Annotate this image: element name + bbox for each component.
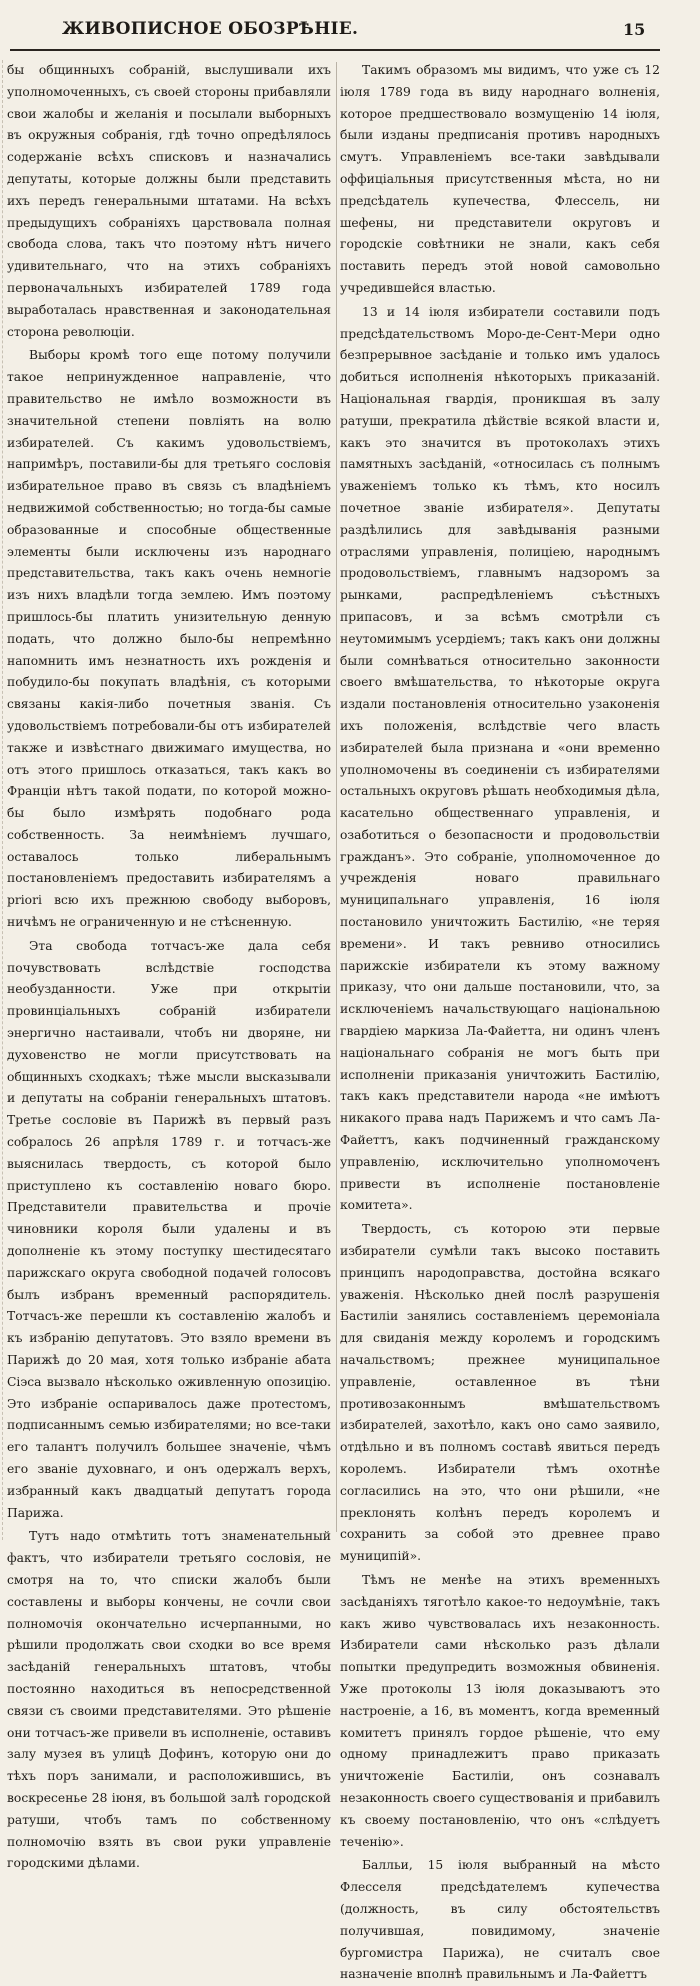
column-divider [336,62,337,1532]
paragraph: Такимъ образомъ мы видимъ, что уже съ 12 іюля 1789 года въ виду народнаго волненія, которое предшествовало возмущенію 14 іюля, были изданы предписанія противъ народныхъ смутъ. Управленіемъ все-таки завѣдывали оффиціальныя присутственныя мѣста, но ни предсѣдатель купечества, Флессель, ни шефены, ни представители округовъ и городскіе совѣтники не знали, какъ себя поставить передъ этой новой самовольно учредившейся властью. [340,63,660,295]
header-rule [10,49,660,51]
paragraph: Твердость, съ которою эти первые избиратели сумѣли такъ высоко поставить принципъ народоправства, достойна всякаго уваженія. Нѣсколько дней послѣ разрушенія Бастиліи занялись составленіемъ церемоніала для свиданія между королемъ и городскимъ начальствомъ; прежнее муниципальное управленіе, оставленное въ тѣни противозаконнымъ вмѣшательствомъ избирателей, захотѣло, какъ оно само заявило, отдѣльно и въ полномъ составѣ явиться передъ королемъ. Избиратели тѣмъ охотнѣе согласились на это, что они рѣшили, «не преклонять колѣнъ передъ королемъ и сохранить за собой это древнее право муниципій». [340,1222,660,1564]
right-column [340,60,660,1982]
page-number: 15 [623,20,646,39]
paragraph: Тутъ надо отмѣтить тотъ знаменательный фактъ, что избиратели третьяго сословія, не смотря на то, что списки жалобъ были составлены и выборы кончены, не сочли свои полномочія окончательно исчерпанными, но рѣшили продолжать свои сходки во все время засѣданій генеральныхъ штатовъ, чтобы постоянно находиться въ непосредственной связи съ своими представителями. Это рѣшеніе они тотчасъ-же привели въ исполненіе, оставивъ залу музея въ улицѣ Дофинъ, которую они до тѣхъ поръ занимали, и расположившись, въ воскресенье 28 іюня, въ большой залѣ городской ратуши, чтобъ тамъ по собственному полномочію взять въ свои руки управленіе городскими дѣлами. [7,1529,331,1871]
left-margin-binding [2,60,6,1540]
paragraph: Эта свобода тотчасъ-же дала себя почувствовать вслѣдствіе господства необузданности. Уже при открытіи провинціальныхъ собраній избиратели энергично настаивали, чтобъ ни дворяне, ни духовенство не могли присутствовать на общинныхъ сходкахъ; тѣже мысли высказывали и депутаты на собраніи генеральныхъ штатовъ. Третье сословіе въ Парижѣ въ первый разъ собралось 26 апрѣля 1789 г. и тотчасъ-же выяснилась твердость, съ которой было приступлено къ составленію новаго бюро. Представители правительства и прочіе чиновники короля были удалены и въ дополненіе къ этому поступку шестидесятаго парижскаго округа свободной подачей голосовъ былъ избранъ временный распорядитель. Тотчасъ-же перешли къ составленію жалобъ и къ избранію депутатовъ. Это взяло времени въ Парижѣ до 20 мая, хотя только избраніе абата Сіэса вызвало нѣсколько оживленную опозицію. Это избраніе оспаривалось даже протестомъ, подписаннымъ семью избирателями; но все-таки его талантъ получилъ большее значеніе, чѣмъ его званіе духовнаго, и онъ одержалъ верхъ, избранный какъ двадцатый депутатъ города Парижа. [7,938,331,1520]
paragraph: Балльи, 15 іюля выбранный на мѣсто Флесселя предсѣдателемъ купечества (должность, въ силу обстоятельствъ получившая, повидимому, значеніе бургомистра Парижа), не считалъ свое назначеніе вполнѣ правильнымъ и Ла-Файеттъ [340,1858,660,1982]
left-column [7,60,331,1871]
publication-title: ЖИВОПИСНОЕ ОБОЗРѢНІЕ. [62,19,359,39]
paragraph: Выборы кромѣ того еще потому получили такое непринужденное направленіе, что правительство не имѣло возможности въ значительной степени повліять на волю избирателей. Съ какимъ удовольствіемъ, напримѣръ, поставили-бы для третьяго сословія избирательное право въ связь съ владѣніемъ недвижимой собственностью; но тогда-бы самые образованные и способные общественные элементы были исключены изъ народнаго представительства, такъ какъ очень немногіе изъ нихъ владѣли тогда землею. Имъ поэтому пришлось-бы платить унизительную денную подать, что должно было-бы непремѣнно напомнить имъ незнатность ихъ рожденія и побудило-бы покупать владѣнія, съ которыми связаны какія-либо почетныя званія. Съ удовольствіемъ потребовали-бы отъ избирателей также и извѣстнаго движимаго имущества, но отъ этого пришлось отказаться, такъ какъ во Франціи нѣтъ такой подати, по которой можно-бы было измѣрять подобнаго рода собственность. За неимѣніемъ лучшаго, оставалось только либеральнымъ постановленіемъ предоставить избирателямъ a priori всю ихъ прежнюю свободу выборовъ, ничѣмъ не ограниченную и не стѣсненную. [7,348,331,930]
paragraph: Тѣмъ не менѣе на этихъ временныхъ засѣданіяхъ тяготѣло какое-то недоумѣніе, такъ какъ живо чувствовалась ихъ незаконность. Избиратели сами нѣсколько разъ дѣлали попытки предупредить возможныя обвиненія. Уже протоколы 13 іюля доказываютъ это настроеніе, а 16, въ моментъ, когда временный комитетъ принялъ гордое рѣшеніе, что ему одному принадлежитъ право приказать уничтоженіе Бастиліи, онъ сознавалъ незаконность своего существованія и прибавилъ къ своему постановленію, что онъ «слѣдуетъ теченію». [340,1572,660,1849]
paragraph: 13 и 14 іюля избиратели составили подъ предсѣдательствомъ Моро-де-Сент-Мери одно безпрерывное засѣданіе и только имъ удалось добиться исполненія нѣкоторыхъ приказаній. Національная гвардія, проникшая въ залу ратуши, прекратила дѣйствіе всякой власти и, какъ это значится въ протоколахъ этихъ памятныхъ засѣданій, «относилась съ полнымъ уваженіемъ только къ тѣмъ, кто носилъ почетное званіе избирателя». Депутаты раздѣлились для завѣдыванія разными отраслями управленія, полиціею, народнымъ продовольствіемъ, главнымъ надзоромъ за рынками, распредѣленіемъ съѣстныхъ припасовъ, и за всѣмъ смотрѣли съ неутомимымъ усердіемъ; такъ какъ они должны были сомнѣваться относительно законности своего вмѣшательства, то нѣкоторые округа издали постановленія относительно узаконенія ихъ положенія, вслѣдствіе чего власть избирателей была признана и «они временно уполномочены въ соединеніи съ избирателями остальныхъ округовъ рѣшать необходимыя дѣла, касательно общественнаго управленія, и озаботиться о безопасности и продовольствіи гражданъ». Это собраніе, уполномоченное до учрежденія новаго правильнаго муниципальнаго управленія, 16 іюля постановило уничтожить Бастилію, «не теряя времени». И такъ ревниво относились парижскіе избиратели къ этому важному приказу, что они дальше постановили, что, за исключеніемъ начальствующаго національною гвардіею маркиза Ла-Файетта, ни одинъ членъ національнаго собранія не могъ быть при исполненіи приказанія уничтожить Бастилію, такъ какъ представители народа «не имѣютъ никакого права надъ Парижемъ и что самъ Ла-Файеттъ, какъ подчиненный гражданскому управленію, исключительно уполномоченъ привести въ исполненіе постановленіе комитета». [340,304,660,1213]
paragraph: бы общинныхъ собраній, выслушивали ихъ уполномоченныхъ, съ своей стороны прибавляли свои жалобы и желанія и посылали выборныхъ въ окружныя собранія, гдѣ точно опредѣлялось содержаніе всѣхъ списковъ и назначались депутаты, которые должны были представить ихъ передъ генеральными штатами. На всѣхъ предыдущихъ собраніяхъ царствовала полная свобода слова, такъ что поэтому нѣтъ ничего удивительнаго, что на этихъ собраніяхъ первоначальныхъ избирателей 1789 года выработалась нравственная и законодательная сторона революціи. [7,63,331,339]
page-header [0,0,700,54]
